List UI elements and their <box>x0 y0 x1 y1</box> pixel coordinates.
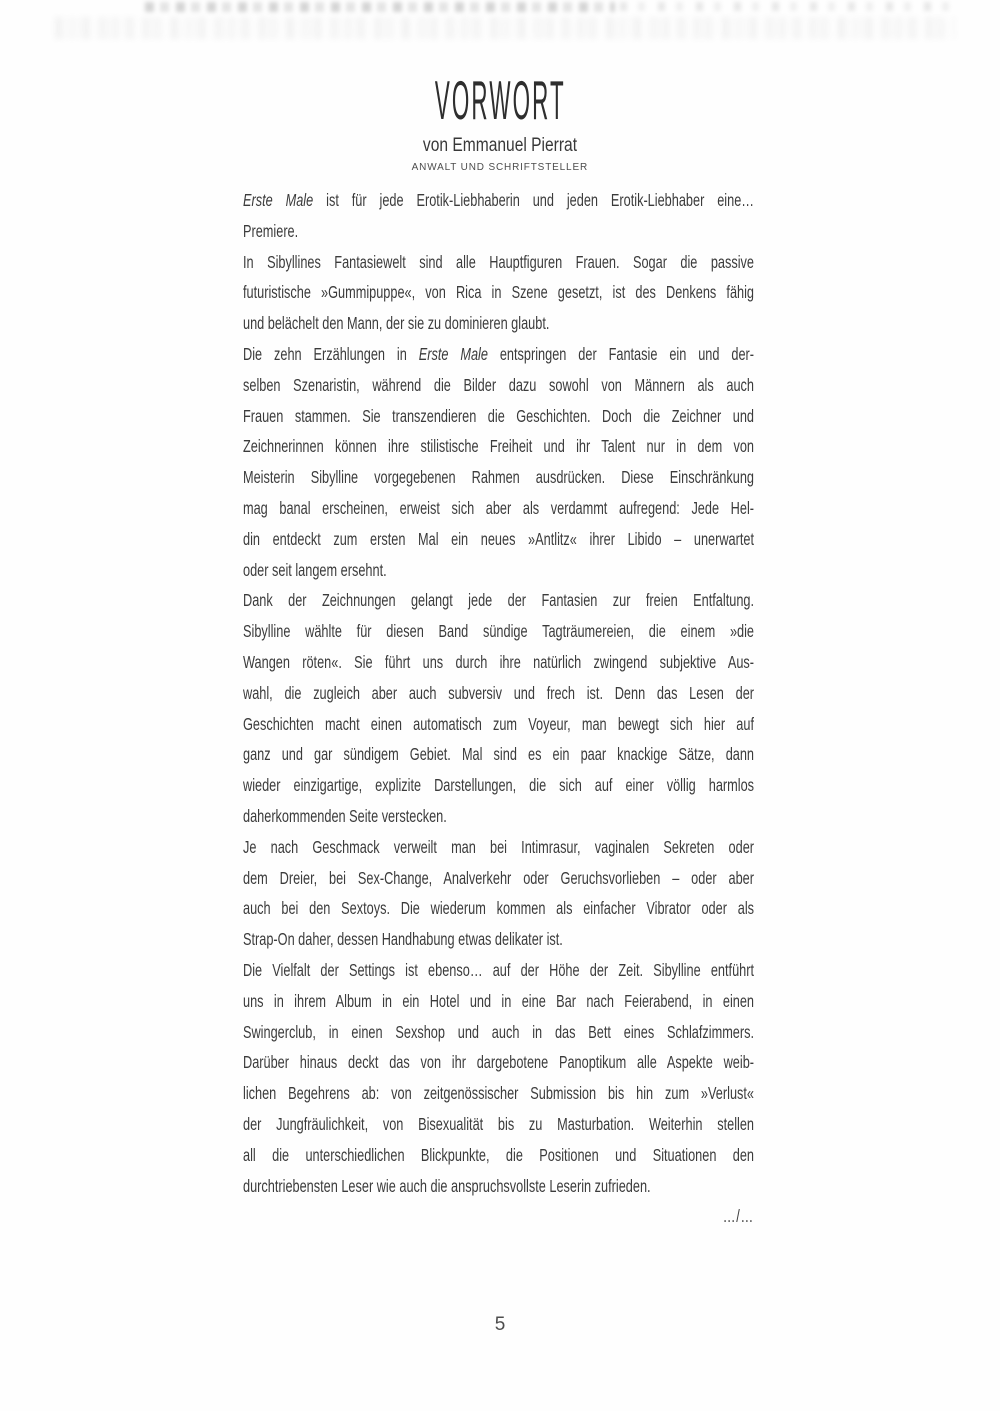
text-line: und belächelt den Mann, der sie zu dominieren glaubt. <box>243 313 550 334</box>
text-line: Darüber hinaus deckt das von ihr dargebotene Panoptikum alle Aspekte weib- <box>243 1052 755 1073</box>
text-line: durchtriebensten Leser wie auch die anspruchsvollste Leserin zufrieden. <box>243 1175 651 1196</box>
text-line: oder seit langem ersehnt. <box>243 559 387 580</box>
page-bleed-artifact <box>620 2 950 11</box>
text-line: Dank der Zeichnungen gelangt jede der Fantasien zur freien Entfaltung. <box>243 590 755 611</box>
text-line: der Jungfräulichkeit, von Bisexualität bis zu Masturbation. Weiterhin stellen <box>243 1113 755 1134</box>
byline-role-container <box>0 161 1000 174</box>
text-line: lichen Begehrens ab: von zeitgenössischer Submission bis hin zum »Verlust« <box>243 1083 755 1104</box>
text-line: Wangen röten«. Sie führt uns durch ihre natürlich zwingend subjektive Aus- <box>243 651 755 672</box>
text-line: Zeichnerinnen können ihre stilistische Freiheit und ihr Talent nur in dem von <box>243 436 755 457</box>
text-line: all die unterschiedlichen Blickpunkte, die Positionen und Situationen den <box>243 1144 755 1165</box>
text-line: Die Vielfalt der Settings ist ebenso… auf der Höhe der Zeit. Sibylline entführt <box>243 959 755 980</box>
text-line: selben Szenaristin, während die Bilder dazu sowohl von Männern als auch <box>243 374 755 395</box>
text-line: daherkommenden Seite verstecken. <box>243 805 447 826</box>
text-line: Frauen stammen. Sie transzendieren die Geschichten. Doch die Zeichner und <box>243 405 755 426</box>
page-title: VORWORT <box>434 70 566 132</box>
text-line: Geschichten macht einen automatisch zum Voyeur, man bewegt sich hier auf <box>243 713 755 734</box>
byline-role: ANWALT UND SCHRIFTSTELLER <box>411 161 589 173</box>
text-line: Sibylline wählte für diesen Band sündige Tagträumereien, die einem »die <box>243 621 755 642</box>
text-line: Strap-On daher, dessen Handhabung etwas delikater ist. <box>243 929 563 950</box>
text-line: uns in ihrem Album in ein Hotel und in eine Bar nach Feierabend, in einen <box>243 990 755 1011</box>
text-line: Premiere. <box>243 220 299 241</box>
text-line: auch bei den Sextoys. Die wiederum kommen als einfacher Vibrator oder als <box>243 898 755 919</box>
page-bleed-artifact <box>145 2 615 12</box>
text-line: Je nach Geschmack verweilt man bei Intimrasur, vaginalen Sekreten oder <box>243 836 755 857</box>
text-line: Die zehn Erzählungen in Erste Male entspringen der Fantasie ein und der- <box>243 343 755 364</box>
text-line: dem Dreier, bei Sex-Change, Analverkehr oder Geruchsvorlieben – oder aber <box>243 867 755 888</box>
foreword-text <box>243 185 754 1232</box>
text-line: In Sibyllines Fantasiewelt sind alle Hauptfiguren Frauen. Sogar die passive <box>243 251 755 272</box>
text-line: wieder einzigartige, explizite Darstellungen, die sich auf einer völlig harmlos <box>243 775 755 796</box>
byline: von Emmanuel Pierrat <box>422 135 578 156</box>
text-line: Erste Male ist für jede Erotik-Liebhaberin und jeden Erotik-Liebhaber eine… <box>243 190 755 210</box>
text-line: ganz und gar sündigem Gebiet. Mal sind es ein paar knackige Sätze, dann <box>243 744 755 765</box>
text-line: Meisterin Sibylline vorgegebenen Rahmen ausdrücken. Diese Einschränkung <box>243 467 755 488</box>
paragraphs <box>243 185 754 1201</box>
text-line: mag banal erscheinen, erweist sich aber als verdammt aufregend: Jede Hel- <box>243 497 755 518</box>
text-line: din entdeckt zum ersten Mal ein neues »Antlitz« ihrer Libido – unerwartet <box>243 528 755 549</box>
byline-container <box>0 135 1000 157</box>
text-line: futuristische »Gummipuppe«, von Rica in Szene gesetzt, ist des Denkens fähig <box>243 282 755 303</box>
continuation-mark: …/… <box>722 1206 755 1227</box>
page-number: 5 <box>494 1314 506 1335</box>
text-line: wahl, die zugleich aber auch subversiv und frech ist. Denn das Lesen der <box>243 682 755 703</box>
text-line: Swingerclub, in einen Sexshop und auch in das Bett eines Schlafzimmers. <box>243 1021 755 1042</box>
title-container <box>0 70 1000 132</box>
page-bleed-artifact <box>55 17 955 39</box>
